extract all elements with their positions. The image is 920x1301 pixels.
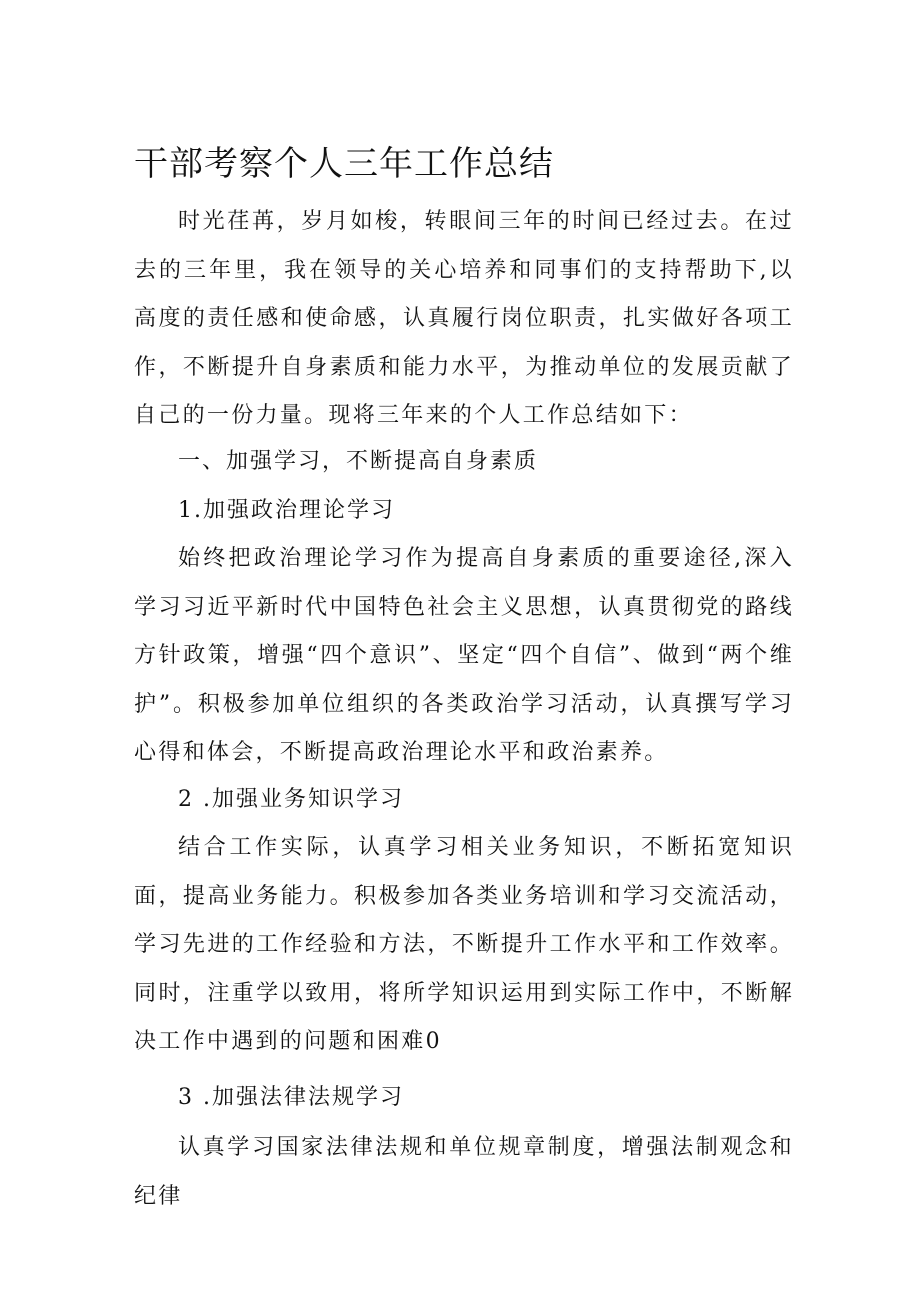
subsection-heading-2: 2 .加强业务知识学习 [178,787,404,812]
page-title: 干部考察个人三年工作总结 [134,144,554,184]
subsection-heading-1: 1.加强政治理论学习 [178,498,395,523]
subsection-body-2: 结合工作实际，认真学习相关业务知识，不断拓宽知识面，提高业务能力。积极参加各类业务培训和学习交流活动，学习先进的工作经验和方法，不断提升工作水平和工作效率。同时，注重学以致用，将所学知识运用到实际工作中，不断解决工作中遇到的问题和困难0 [134,835,794,1054]
subsection-heading-3: 3 .加强法律法规学习 [178,1085,404,1110]
section-heading-1: 一、加强学习，不断提高自身素质 [178,449,539,474]
subsection-body-1: 始终把政治理论学习作为提高自身素质的重要途径,深入学习习近平新时代中国特色社会主义思想，认真贯彻党的路线方针政策，增强“四个意识”、坚定“四个自信”、做到“两个维护”。积极参加单位组织的各类政治学习活动，认真撰写学习心得和体会，不断提高政治理论水平和政治素养。 [134,546,794,765]
intro-paragraph: 时光荏苒，岁月如梭，转眼间三年的时间已经过去。在过去的三年里，我在领导的关心培养和同事们的支持帮助下,以高度的责任感和使命感，认真履行岗位职责，扎实做好各项工作，不断提升自身素质和能力水平，为推动单位的发展贡献了自己的一份力量。现将三年来的个人工作总结如下： [134,209,794,428]
subsection-body-3: 认真学习国家法律法规和单位规章制度，增强法制观念和纪律 [134,1135,794,1209]
